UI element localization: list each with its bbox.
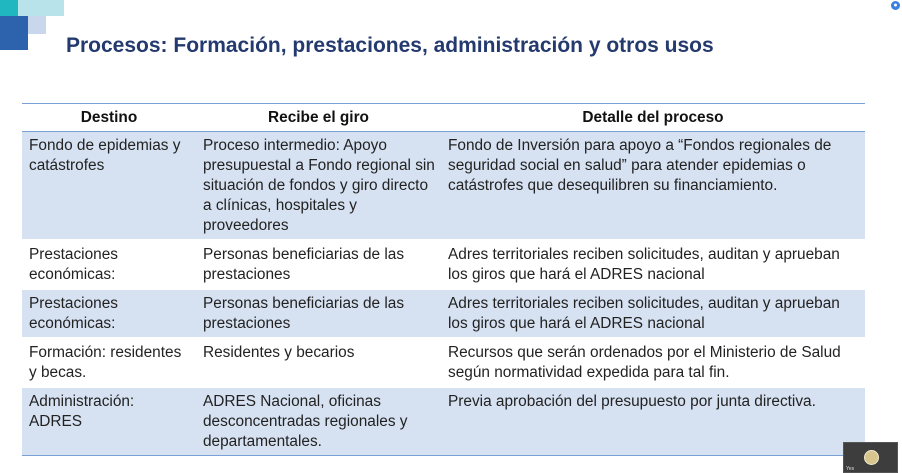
header-destino: Destino (80, 108, 138, 126)
cell-detalle: Fondo de Inversión para apoyo a “Fondos regionales de seguridad social en salud” para atender epidemias o catástrofes que desequilibren su financiamiento. (448, 137, 832, 194)
seal-icon (864, 450, 879, 465)
table-row (22, 338, 865, 387)
cell-recibe: Personas beneficiarias de las prestaciones (203, 246, 405, 283)
header-detalle-del-proceso: Detalle del proceso (582, 108, 724, 126)
slide-title: Procesos: Formación, prestaciones, administración y otros usos (66, 34, 714, 57)
cell-detalle: Adres territoriales reciben solicitudes, auditan y aprueban los giros que hará el ADRES nacional (448, 295, 840, 332)
cell-detalle: Recursos que serán ordenados por el Ministerio de Salud según normatividad expedida para tal fin. (448, 344, 841, 381)
cell-recibe: Personas beneficiarias de las prestaciones (203, 295, 405, 332)
cell-destino: Prestaciones económicas: (29, 246, 118, 283)
table-row (22, 132, 865, 241)
table-row (22, 289, 865, 338)
cell-destino: Formación: residentes y becas. (29, 344, 182, 381)
cell-detalle: Previa aprobación del presupuesto por junta directiva. (448, 393, 816, 410)
cell-recibe: Proceso intermedio: Apoyo presupuestal a Fondo regional sin situación de fondos y giro directo a clínicas, hospitales y proveedores (203, 137, 435, 234)
cell-recibe: ADRES Nacional, oficinas desconcentradas regionales y departamentales. (203, 393, 408, 450)
process-table (22, 103, 865, 456)
decor-light-blue-square (28, 16, 46, 34)
table-row (22, 387, 865, 456)
cell-destino: Prestaciones económicas: (29, 295, 118, 332)
cell-recibe: Residentes y becarios (203, 344, 355, 361)
decor-light-teal-bar (18, 0, 64, 16)
thumbnail-label: Yes (846, 466, 855, 472)
header-recibe-el-giro: Recibe el giro (268, 108, 369, 126)
settings-dot-icon[interactable]: ● (891, 1, 900, 10)
decor-teal-square (0, 0, 18, 16)
video-thumbnail[interactable] (843, 442, 898, 473)
cell-destino: Administración: ADRES (29, 393, 135, 430)
table-row (22, 240, 865, 289)
table-header-row (22, 104, 865, 132)
cell-destino: Fondo de epidemias y catástrofes (29, 137, 181, 174)
decor-blue-square (0, 16, 28, 50)
cell-detalle: Adres territoriales reciben solicitudes, auditan y aprueban los giros que hará el ADRES nacional (448, 246, 840, 283)
